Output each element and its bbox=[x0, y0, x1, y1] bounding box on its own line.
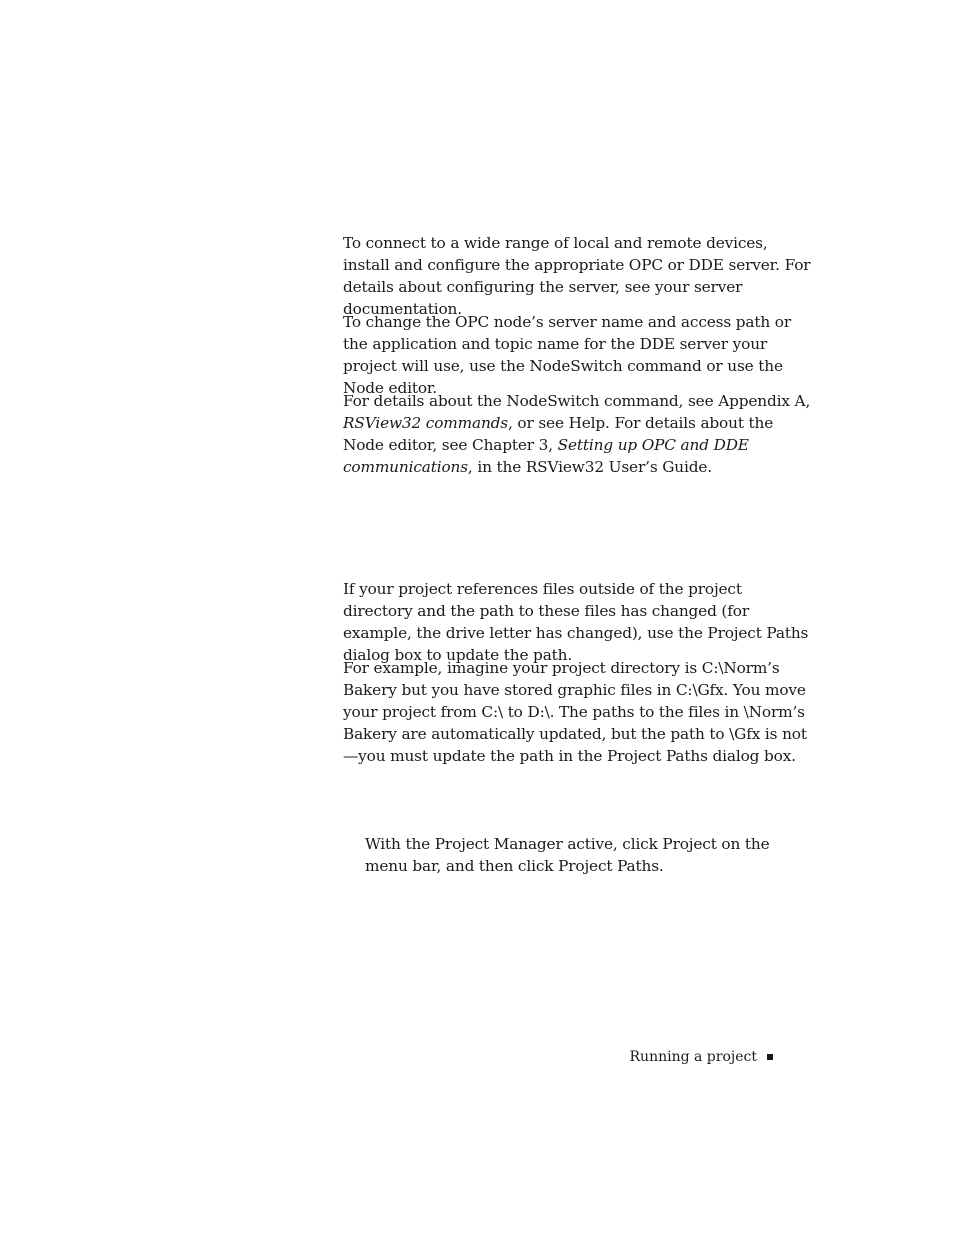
chapter3-title-reference: Setting up OPC and DDE communications bbox=[343, 436, 749, 476]
details-text-3: , in the RSView32 User’s Guide. bbox=[467, 458, 713, 476]
footer-square-bullet-icon bbox=[767, 1054, 773, 1060]
opc-dde-install-paragraph: To connect to a wide range of local and remote devices, install and configure the appropriate OPC or DDE server. For details about configuring the server, see your server documentation. bbox=[343, 234, 811, 318]
project-paths-example-paragraph: For example, imagine your project directory is C:\Norm’s Bakery but you have stored graphic files in C:\Gfx. You move your project from C:\ to D:\. The paths to the files in \Norm’s Bakery are automatically updated, but the path to \Gfx is not—you must update the path in the Project Paths dialog box. bbox=[343, 659, 807, 765]
footer-running-head: Running a project bbox=[629, 1049, 757, 1065]
details-paragraph bbox=[343, 390, 813, 478]
node-switch-paragraph: To change the OPC node’s server name and access path or the application and topic name for the DDE server your project will use, use the NodeSwitch command or use the Node editor. bbox=[343, 313, 791, 397]
open-project-paths-step: With the Project Manager active, click Project on the menu bar, and then click Project Paths. bbox=[365, 835, 770, 875]
details-text-1: For details about the NodeSwitch command, see Appendix A, bbox=[343, 392, 811, 410]
rsview32-commands-reference: RSView32 commands bbox=[343, 414, 508, 432]
details-text-2: , or see Help. For details about the Node editor, see Chapter 3, bbox=[343, 414, 774, 454]
page-footer bbox=[630, 1048, 773, 1066]
project-paths-intro-paragraph: If your project references files outside of the project directory and the path to these files has changed (for example, the drive letter has changed), use the Project Paths dialog box to update the path. bbox=[343, 580, 809, 664]
